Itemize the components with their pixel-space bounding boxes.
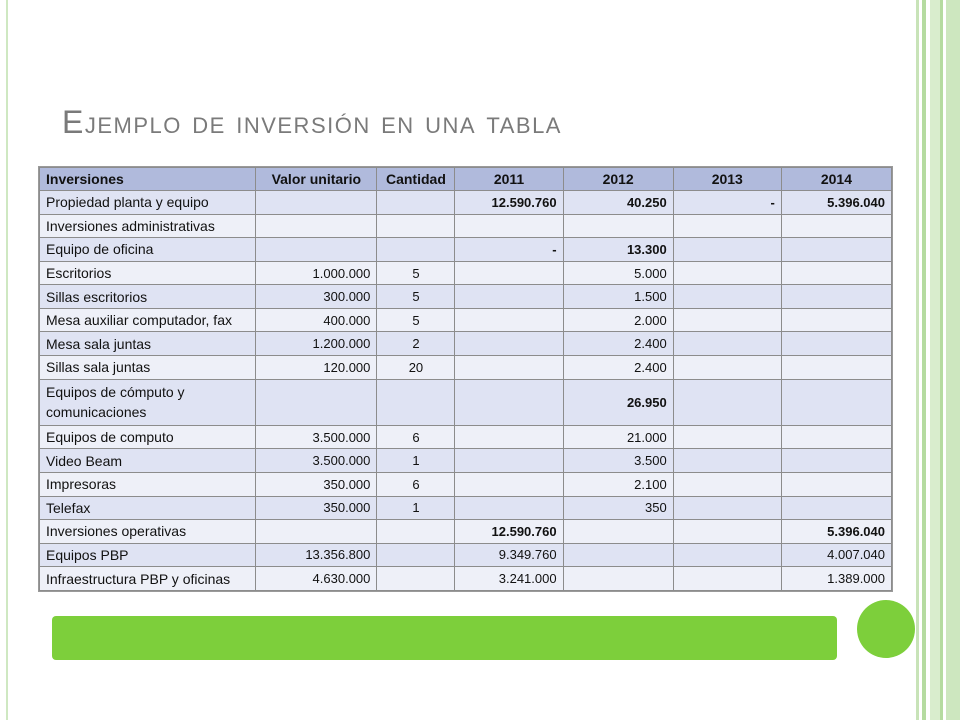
table-cell: 400.000 — [256, 308, 377, 332]
table-cell — [455, 379, 563, 425]
table-cell — [673, 261, 781, 285]
table-cell — [673, 214, 781, 238]
table-cell: 2.100 — [563, 472, 673, 496]
table-cell: 1.389.000 — [781, 567, 891, 591]
table-cell — [673, 496, 781, 520]
table-cell — [781, 425, 891, 449]
table-cell: 12.590.760 — [455, 191, 563, 215]
table-row — [40, 214, 892, 238]
table-cell — [673, 520, 781, 544]
table-cell: 13.356.800 — [256, 543, 377, 567]
table-cell: 4.630.000 — [256, 567, 377, 591]
table-cell: - — [455, 238, 563, 262]
table-cell — [455, 449, 563, 473]
table-cell — [673, 472, 781, 496]
table-row — [40, 285, 892, 309]
table-row — [40, 496, 892, 520]
table-cell — [377, 520, 455, 544]
header-2011: 2011 — [455, 168, 563, 191]
table-cell — [256, 379, 377, 425]
table-cell — [377, 191, 455, 215]
table-row — [40, 472, 892, 496]
table-cell: 2 — [377, 332, 455, 356]
table-cell: 6 — [377, 425, 455, 449]
table-row — [40, 520, 892, 544]
table-cell: 21.000 — [563, 425, 673, 449]
table-cell: 350.000 — [256, 496, 377, 520]
right-stripe-decoration — [940, 0, 943, 720]
table-cell: 5.396.040 — [781, 191, 891, 215]
table-cell — [256, 191, 377, 215]
table-cell — [673, 308, 781, 332]
table-header-row — [40, 168, 892, 191]
right-stripe-decoration — [922, 0, 926, 720]
table-cell — [673, 543, 781, 567]
table-cell — [781, 332, 891, 356]
table-cell: 5.396.040 — [781, 520, 891, 544]
table-cell — [455, 332, 563, 356]
table-cell — [781, 379, 891, 425]
table-cell — [673, 238, 781, 262]
table-cell — [781, 214, 891, 238]
row-label-cell: Telefax — [40, 496, 256, 520]
table-cell — [781, 472, 891, 496]
table-cell: 5 — [377, 285, 455, 309]
row-label-cell: Sillas sala juntas — [40, 356, 256, 380]
header-2014: 2014 — [781, 168, 891, 191]
header-inversiones: Inversiones — [40, 168, 256, 191]
table-cell: 1.200.000 — [256, 332, 377, 356]
table-row — [40, 567, 892, 591]
table-cell — [256, 214, 377, 238]
table-cell: 2.400 — [563, 332, 673, 356]
table-row — [40, 356, 892, 380]
row-label-cell: Infraestructura PBP y oficinas — [40, 567, 256, 591]
row-label-cell: Propiedad planta y equipo — [40, 191, 256, 215]
table-cell: 2.400 — [563, 356, 673, 380]
table-cell — [455, 425, 563, 449]
table-cell — [781, 356, 891, 380]
footer-green-bar — [52, 616, 837, 660]
table-cell — [455, 285, 563, 309]
table-row — [40, 332, 892, 356]
row-label-cell: Equipos de cómputo y comunicaciones — [40, 379, 256, 425]
table-cell — [455, 356, 563, 380]
table-cell — [781, 238, 891, 262]
table-cell: 350 — [563, 496, 673, 520]
table-row — [40, 543, 892, 567]
table-cell — [673, 379, 781, 425]
table-cell: 3.241.000 — [455, 567, 563, 591]
left-border-decoration — [6, 0, 8, 720]
table-cell: 40.250 — [563, 191, 673, 215]
row-label-cell: Escritorios — [40, 261, 256, 285]
table-cell — [455, 496, 563, 520]
table-cell: 20 — [377, 356, 455, 380]
table-cell: 350.000 — [256, 472, 377, 496]
row-label-cell: Sillas escritorios — [40, 285, 256, 309]
row-label-cell: Video Beam — [40, 449, 256, 473]
table-cell — [256, 238, 377, 262]
row-label-cell: Inversiones administrativas — [40, 214, 256, 238]
table-cell — [673, 449, 781, 473]
table-cell: 1.000.000 — [256, 261, 377, 285]
table-cell: 5 — [377, 308, 455, 332]
header-valor-unitario: Valor unitario — [256, 168, 377, 191]
table-cell — [673, 356, 781, 380]
table-cell — [781, 261, 891, 285]
table-row — [40, 425, 892, 449]
table-cell — [781, 496, 891, 520]
table-cell — [455, 214, 563, 238]
table-cell — [377, 238, 455, 262]
table-cell — [673, 285, 781, 309]
row-label-cell: Equipos de computo — [40, 425, 256, 449]
table-cell: 1.500 — [563, 285, 673, 309]
right-stripe-decoration — [930, 0, 940, 720]
header-cantidad: Cantidad — [377, 168, 455, 191]
table-cell: 5 — [377, 261, 455, 285]
row-label-cell: Mesa sala juntas — [40, 332, 256, 356]
table-cell: 5.000 — [563, 261, 673, 285]
table-cell: 12.590.760 — [455, 520, 563, 544]
row-label-cell: Mesa auxiliar computador, fax — [40, 308, 256, 332]
table-cell — [781, 449, 891, 473]
header-2013: 2013 — [673, 168, 781, 191]
table-cell — [256, 520, 377, 544]
right-stripe-decoration — [946, 0, 960, 720]
table-cell: 26.950 — [563, 379, 673, 425]
table-row — [40, 308, 892, 332]
table-cell — [563, 567, 673, 591]
table-cell: 1 — [377, 496, 455, 520]
table-cell — [673, 332, 781, 356]
table-cell — [673, 425, 781, 449]
header-2012: 2012 — [563, 168, 673, 191]
table-cell: 4.007.040 — [781, 543, 891, 567]
table-cell: 300.000 — [256, 285, 377, 309]
table-cell — [377, 543, 455, 567]
investment-table-container — [38, 166, 893, 592]
table-cell: 1 — [377, 449, 455, 473]
table-cell: 3.500.000 — [256, 449, 377, 473]
table-cell — [455, 308, 563, 332]
table-cell: 13.300 — [563, 238, 673, 262]
table-cell: - — [673, 191, 781, 215]
table-row — [40, 261, 892, 285]
table-cell — [455, 261, 563, 285]
row-label-cell: Inversiones operativas — [40, 520, 256, 544]
table-cell — [455, 472, 563, 496]
table-cell: 9.349.760 — [455, 543, 563, 567]
table-cell: 120.000 — [256, 356, 377, 380]
table-cell — [377, 567, 455, 591]
table-cell — [781, 308, 891, 332]
row-label-cell: Equipos PBP — [40, 543, 256, 567]
table-cell: 2.000 — [563, 308, 673, 332]
row-label-cell: Impresoras — [40, 472, 256, 496]
table-cell — [781, 285, 891, 309]
footer-green-circle — [857, 600, 915, 658]
table-cell — [377, 379, 455, 425]
table-row — [40, 449, 892, 473]
table-row — [40, 191, 892, 215]
table-cell: 6 — [377, 472, 455, 496]
table-cell: 3.500.000 — [256, 425, 377, 449]
table-cell — [377, 214, 455, 238]
table-cell — [673, 567, 781, 591]
table-row — [40, 238, 892, 262]
table-row — [40, 379, 892, 425]
table-cell: 3.500 — [563, 449, 673, 473]
table-cell — [563, 214, 673, 238]
slide-title: Ejemplo de inversión en una tabla — [62, 104, 562, 140]
row-label-cell: Equipo de oficina — [40, 238, 256, 262]
investment-table — [39, 167, 892, 591]
table-cell — [563, 520, 673, 544]
table-cell — [563, 543, 673, 567]
right-stripe-decoration — [916, 0, 919, 720]
